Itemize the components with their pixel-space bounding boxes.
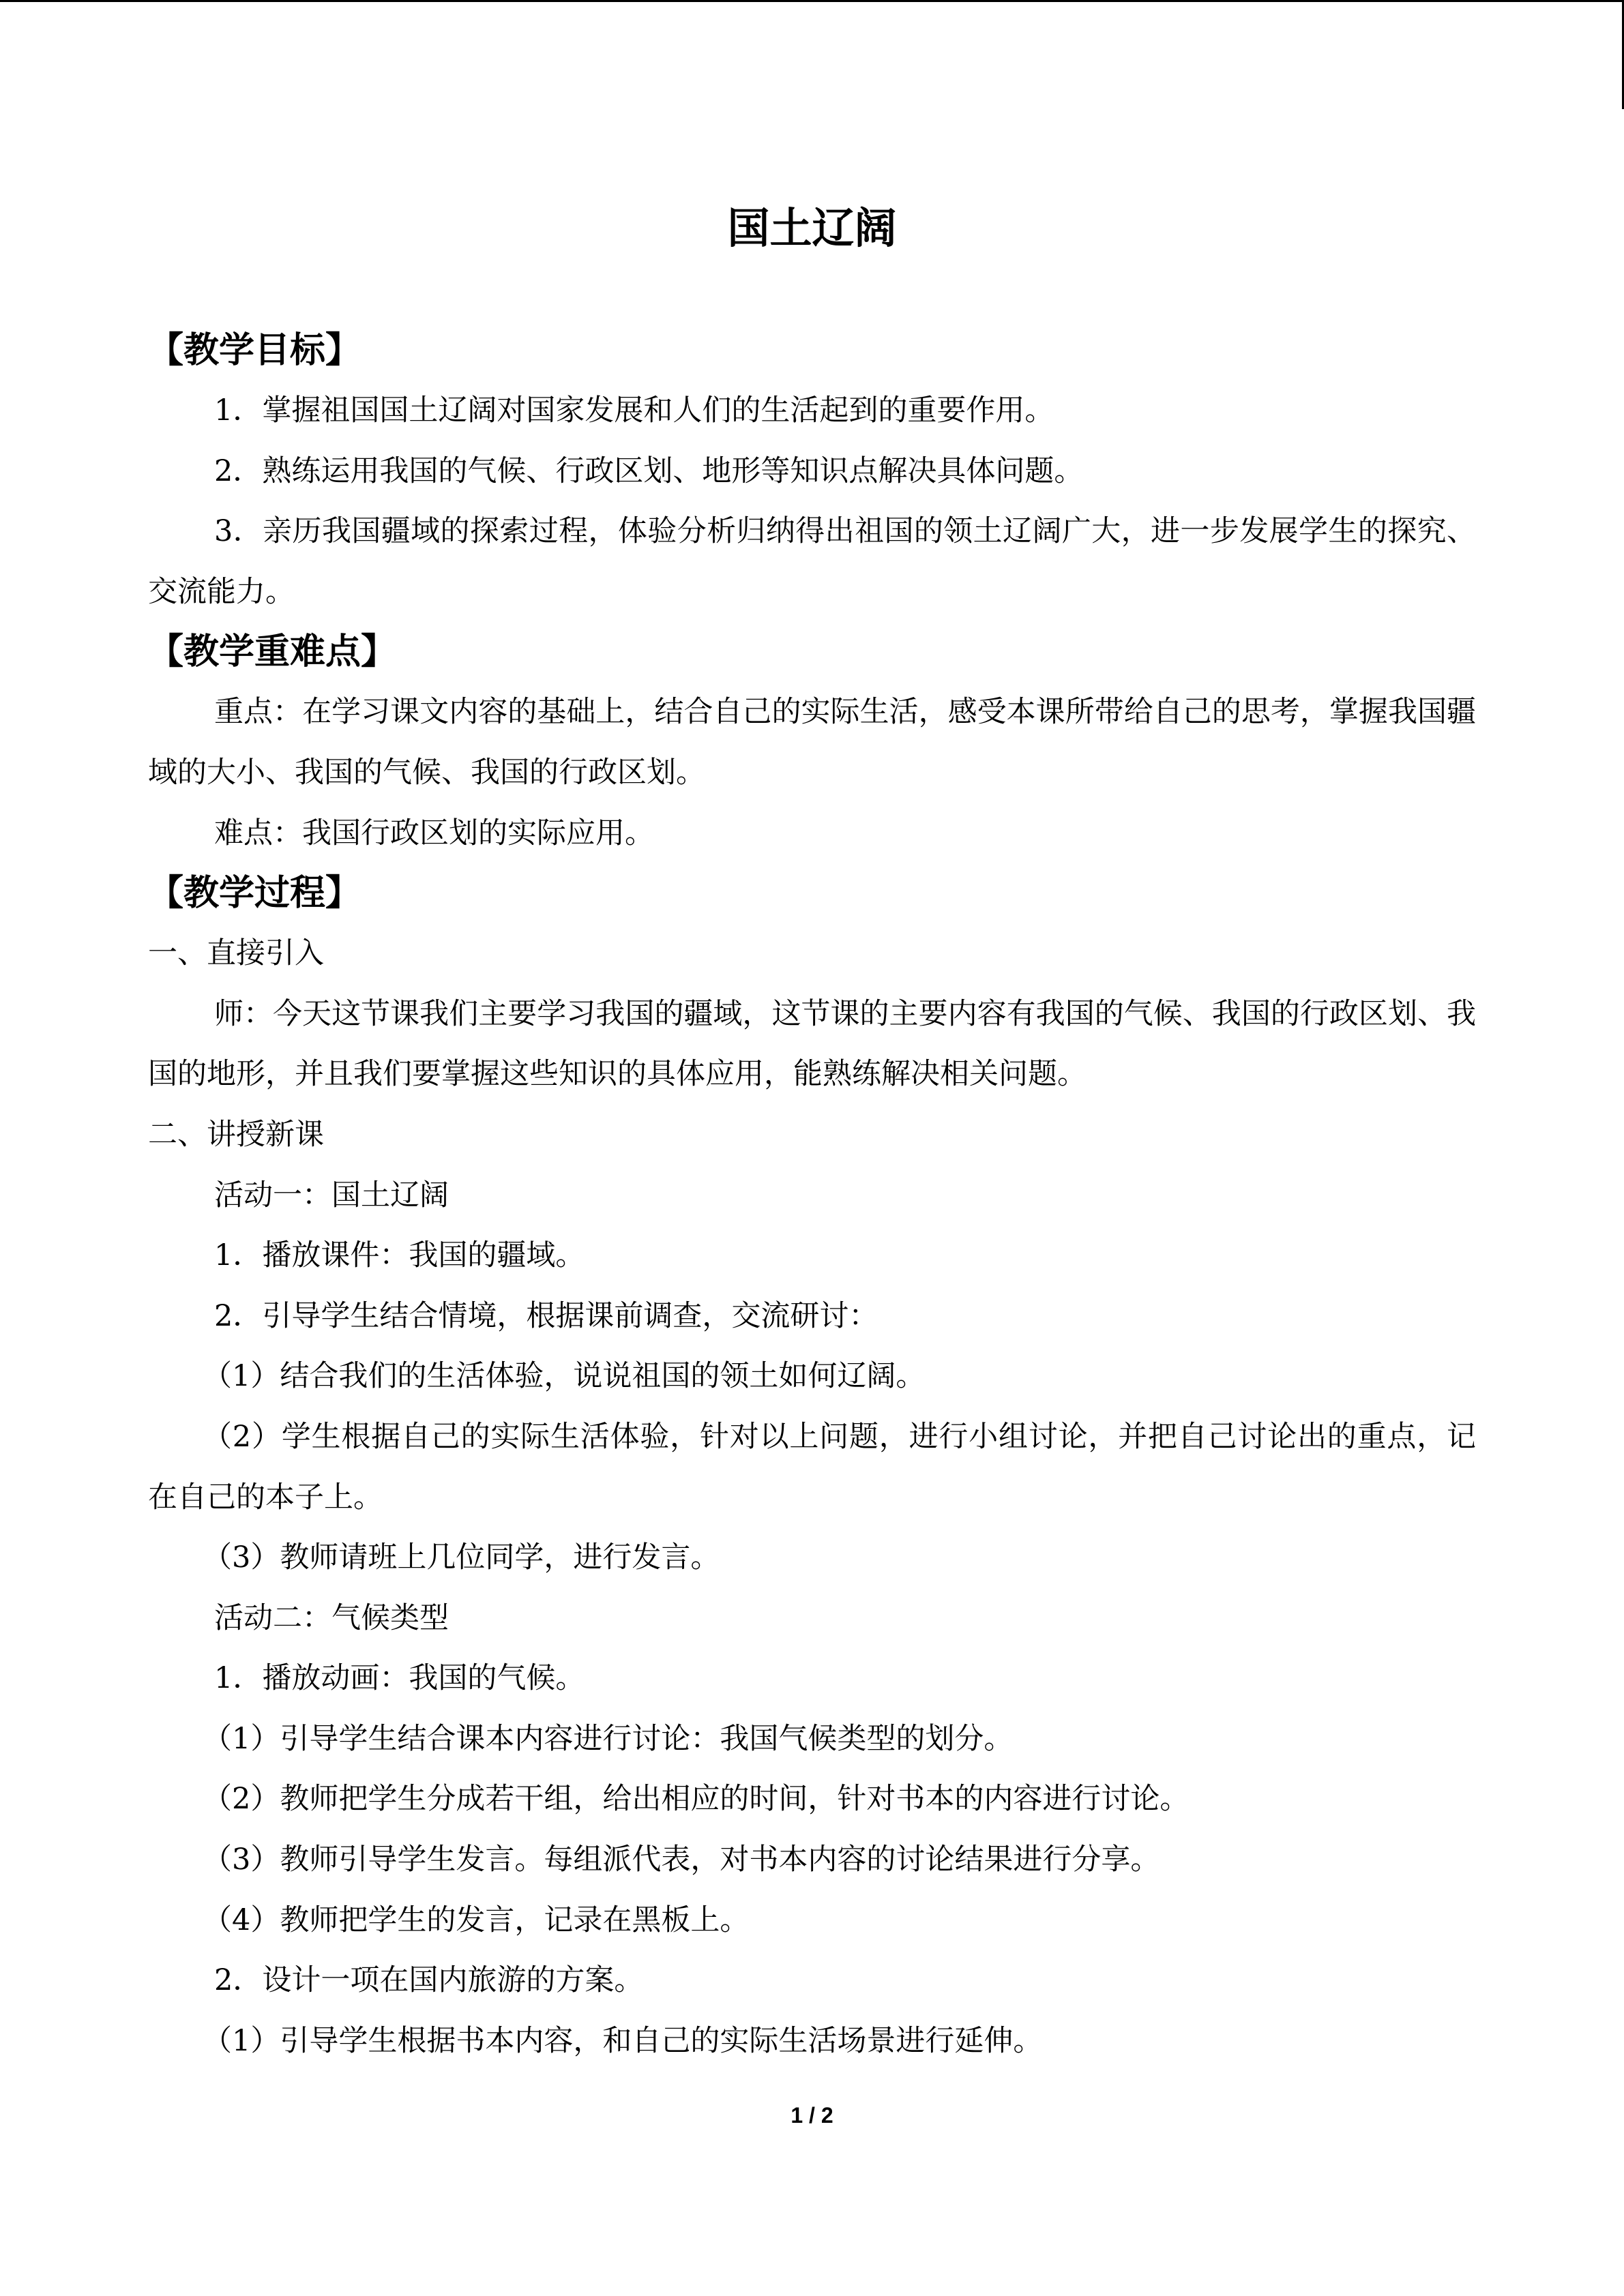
process-part1-text: 师：今天这节课我们主要学习我国的疆域，这节课的主要内容有我国的气候、我国的行政区划、我国的地形，并且我们要掌握这些知识的具体应用，能熟练解决相关问题。: [148, 996, 1476, 1092]
process-part1-title: 一、直接引入: [148, 936, 324, 971]
activity2-step2-sub1: （1）引导学生根据书本内容，和自己的实际生活场景进行延伸。: [203, 2023, 1043, 2058]
section-heading-goals: 【教学目标】: [148, 330, 361, 371]
key-point-focus: 重点：在学习课文内容的基础上，结合自己的实际生活，感受本课所带给自己的思考，掌握我国疆域的大小、我国的气候、我国的行政区划。: [148, 695, 1476, 790]
section-heading-process: 【教学过程】: [148, 873, 361, 914]
key-point-difficulty: 难点：我国行政区划的实际应用。: [214, 816, 654, 850]
section-heading-key-points: 【教学重难点】: [148, 631, 397, 673]
document-title: 国土辽阔: [727, 203, 897, 253]
activity1-step1: 1．播放课件：我国的疆域。: [214, 1238, 585, 1273]
goal-item-1: 1．掌握祖国国土辽阔对国家发展和人们的生活起到的重要作用。: [214, 393, 1054, 428]
activity2-sub1: （1）引导学生结合课本内容进行讨论：我国气候类型的划分。: [203, 1721, 1014, 1756]
activity2-title: 活动二：气候类型: [214, 1600, 449, 1635]
activity1-sub2: （2）学生根据自己的实际生活体验，针对以上问题，进行小组讨论，并把自己讨论出的重点，记在自己的本子上。: [148, 1419, 1476, 1515]
activity2-sub2: （2）教师把学生分成若干组，给出相应的时间，针对书本的内容进行讨论。: [203, 1782, 1190, 1817]
activity1-title: 活动一：国土辽阔: [214, 1178, 449, 1212]
activity2-step1: 1．播放动画：我国的气候。: [214, 1661, 585, 1696]
activity2-step2: 2．设计一项在国内旅游的方案。: [214, 1963, 644, 1998]
page-number: 1 / 2: [791, 2103, 833, 2128]
goal-item-2: 2．熟练运用我国的气候、行政区划、地形等知识点解决具体问题。: [214, 453, 1084, 488]
activity1-sub1: （1）结合我们的生活体验，说说祖国的领土如何辽阔。: [203, 1359, 926, 1394]
activity1-step2: 2．引导学生结合情境，根据课前调查，交流研讨：: [214, 1298, 879, 1333]
page-edge-top: [0, 0, 1624, 2]
goal-item-3: 3．亲历我国疆域的探索过程，体验分析归纳得出祖国的领土辽阔广大，进一步发展学生的探究、交流能力。: [148, 514, 1476, 609]
activity1-sub3: （3）教师请班上几位同学，进行发言。: [203, 1540, 720, 1575]
process-part2-title: 二、讲授新课: [148, 1117, 324, 1152]
activity2-sub3: （3）教师引导学生发言。每组派代表，对书本内容的讨论结果进行分享。: [203, 1843, 1160, 1877]
activity2-sub4: （4）教师把学生的发言，记录在黑板上。: [203, 1903, 750, 1937]
document-body: [148, 320, 1476, 2071]
